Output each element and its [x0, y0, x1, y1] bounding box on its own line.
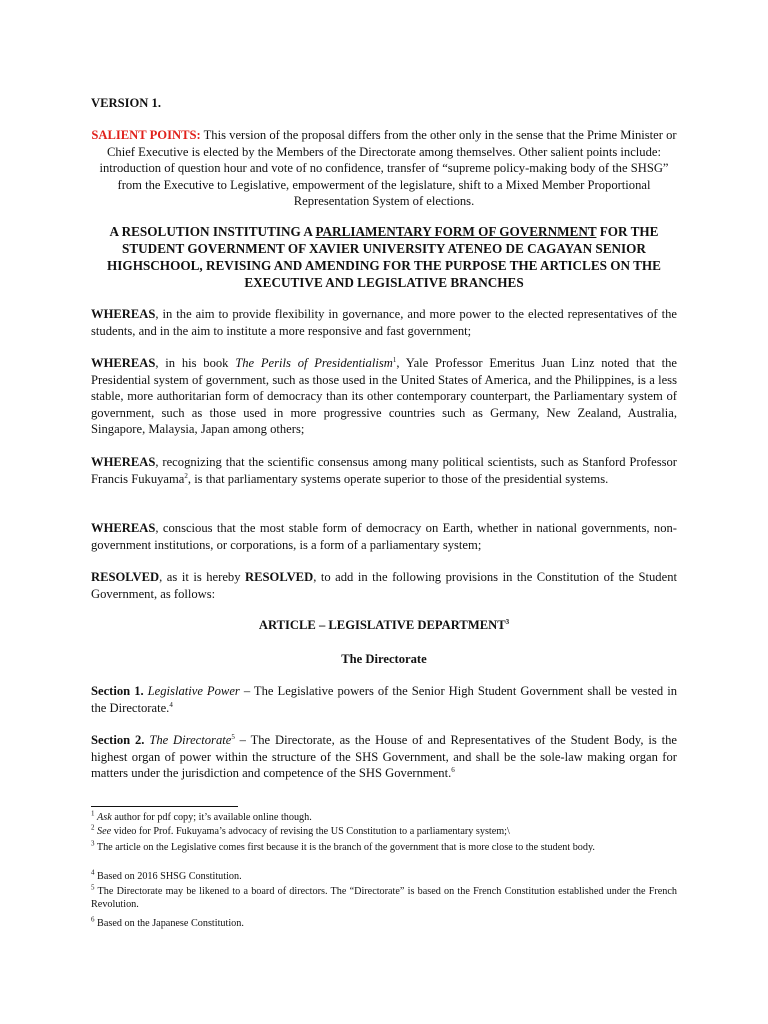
salient-text: This version of the proposal differs from the other only in the sense that the Prime Minister or Chief Executive is elected by the Members of the Directorate among themselves. Other salient points include: introduction of question hour and vote of no confidence, transfer of “supreme policy-making body of the SHSG” from the Executive to Legislative, empowerment of the legislature, shift to a Mixed Member Proportional Representation System of elections. [99, 128, 677, 209]
resolved-label: RESOLVED [91, 570, 160, 584]
footnote-ref: 1 [392, 355, 397, 364]
footnote-number: 6 [91, 915, 95, 924]
resolved-mid: , as it is hereby [159, 570, 246, 584]
section-2-title: The Directorate [149, 733, 232, 747]
footnote-text: The Directorate may be likened to a board of directors. The “Directorate” is based on the French Constitution established under the French Revolution. [91, 886, 677, 911]
resolved-text: , to add in the following provisions in the Constitution of the Student Government, as follows: [91, 570, 677, 601]
section-2 [91, 732, 677, 782]
footnote-divider [91, 806, 238, 807]
whereas-2-text-b: , Yale Professor Emeritus Juan Linz noted that the Presidential system of government, such as those used in the United States of America, and the Philippines, is a less stable, more authoritarian form of democracy than its other contemporary counterpart, the Parliamentary system of government, such as those used in more progressive countries such as Germany, New Zealand, Australia, Singapore, Malaysia, Japan among others; [91, 356, 677, 437]
whereas-3-text-a: , recognizing that the scientific consensus among many political scientists, such as Stanford Professor Francis Fukuyama [91, 455, 677, 486]
whereas-3-text-b: , is that parliamentary systems operate superior to those of the presidential systems. [187, 471, 609, 486]
footnote-text: video for Prof. Fukuyama’s advocacy of revising the US Constitution to a parliamentary system;\ [111, 826, 510, 837]
footnote-6 [91, 917, 677, 930]
whereas-label: WHEREAS [91, 455, 156, 469]
subhead-directorate: The Directorate [341, 652, 427, 666]
section-1-label: Section 1. [91, 684, 144, 698]
footnote-2 [91, 825, 677, 838]
section-1 [91, 683, 677, 716]
footnote-text: Based on the Japanese Constitution. [94, 918, 244, 929]
whereas-2 [91, 355, 677, 438]
footnote-ref: 5 [231, 732, 235, 741]
whereas-label: WHEREAS [91, 521, 156, 535]
footnote-ref: 4 [169, 700, 173, 709]
footnote-number: 5 [91, 883, 95, 892]
footnote-ref: 3 [505, 617, 510, 626]
footnote-text: Based on 2016 SHSG Constitution. [94, 871, 242, 882]
footnote-4 [91, 870, 677, 883]
footnote-3 [91, 841, 677, 854]
footnote-number: 1 [91, 809, 95, 818]
whereas-2-text-a: , in his book [155, 356, 236, 370]
whereas-4 [91, 520, 677, 553]
whereas-label: WHEREAS [91, 356, 156, 370]
footnote-number: 4 [91, 868, 95, 877]
book-title: The Perils of Presidentialism [235, 356, 393, 370]
title-post: FOR THE STUDENT GOVERNMENT OF XAVIER UNIVERSITY ATENEO DE CAGAYAN SENIOR HIGHSCHOOL, REVISING AND AMENDING FOR THE PURPOSE THE ARTICLES ON THE EXECUTIVE AND LEGISLATIVE BRANCHES [107, 224, 661, 290]
footnote-1 [91, 811, 677, 824]
title-pre: A RESOLUTION INSTITUTING A [109, 224, 316, 239]
salient-label: SALIENT POINTS: [91, 128, 201, 142]
whereas-1-text: , in the aim to provide flexibility in governance, and more power to the elected representatives of the students, and in the aim to institute a more responsive and fast government; [91, 307, 677, 338]
article-text: ARTICLE – LEGISLATIVE DEPARTMENT [258, 618, 506, 632]
resolved-clause [91, 569, 677, 602]
section-1-title: Legislative Power [147, 684, 240, 698]
footnote-ref: 6 [451, 766, 455, 774]
resolved-label: RESOLVED [245, 570, 314, 584]
article-heading [91, 617, 677, 634]
title-underlined: PARLIAMENTARY FORM OF GOVERNMENT [315, 224, 597, 239]
version-heading: VERSION 1. [91, 96, 161, 110]
section-2-label: Section 2. [91, 733, 145, 747]
whereas-4-text: , conscious that the most stable form of democracy on Earth, whether in national governments, non-government institutions, or corporations, is a form of a parliamentary system; [91, 521, 677, 552]
whereas-1 [91, 306, 677, 339]
footnote-text: The article on the Legislative comes first because it is the branch of the government that is more close to the student body. [94, 842, 595, 853]
footnote-5 [91, 885, 677, 912]
whereas-label: WHEREAS [91, 307, 156, 321]
footnote-number: 3 [91, 839, 95, 848]
footnote-text: author for pdf copy; it’s available online though. [111, 812, 312, 823]
footnote-ref: 2 [184, 471, 188, 480]
footnote-emphasis: Ask [97, 812, 112, 823]
whereas-3 [91, 454, 677, 487]
section-1-text: – The Legislative powers of the Senior High Student Government shall be vested in the Directorate. [91, 684, 677, 715]
resolution-title [91, 223, 677, 291]
salient-points [91, 127, 677, 210]
footnote-number: 2 [91, 823, 95, 832]
section-2-text: – The Directorate, as the House of and Representatives of the Student Body, is the highest organ of power within the structure of the SHS Government, and shall be the sole-law making organ for matters under the jurisdiction and competence of the SHS Government. [91, 733, 677, 781]
footnote-emphasis: See [97, 826, 112, 837]
